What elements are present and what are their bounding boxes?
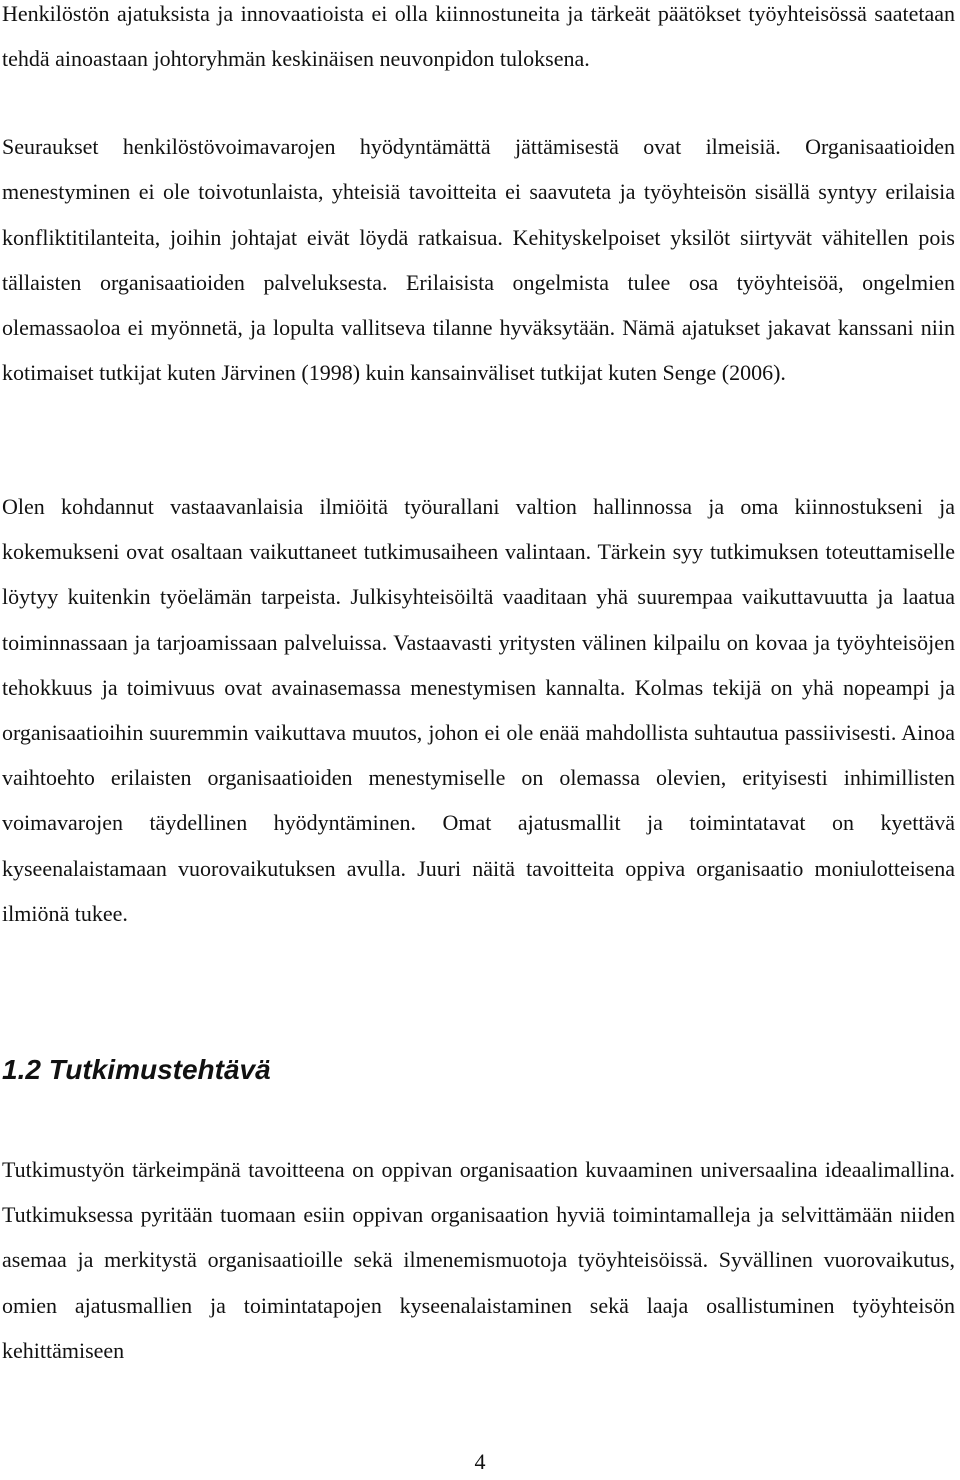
paragraph-2: Seuraukset henkilöstövoimavarojen hyödyntämättä jättämisestä ovat ilmeisiä. Organisaatioiden menestyminen ei ole toivotunlaista, yhteisiä tavoitteita ei saavuteta ja työyhteisön sisällä syntyy erilaisia konfliktitilanteita, joihin johtajat eivät löydä ratkaisua. Kehityskelpoiset yksilöt siirtyvät vähitellen pois tällaisten organisaatioiden palveluksesta. Erilaisista ongelmista tulee osa työyhteisöä, ongelmien olemassaoloa ei myönnetä, ja lopulta vallitseva tilanne hyväksytään. Nämä ajatukset jakavat kanssani niin kotimaiset tutkijat kuten Järvinen (1998) kuin kansainväliset tutkijat kuten Senge (2006). [2,134,955,386]
paragraph-1: Henkilöstön ajatuksista ja innovaatioista ei olla kiinnostuneita ja tärkeät päätökset työyhteisössä saatetaan tehdä ainoastaan johtoryhmän keskinäisen neuvonpidon tuloksena. [2,1,955,71]
page-number: 4 [474,1449,486,1474]
section-heading: 1.2 Tutkimustehtävä [2,1054,271,1085]
paragraph-3: Olen kohdannut vastaavanlaisia ilmiöitä työurallani valtion hallinnossa ja oma kiinnostukseni ja kokemukseni ovat osaltaan vaikuttaneet tutkimusaiheen valintaan. Tärkein syy tutkimuksen toteuttamiselle löytyy kuitenkin työelämän tarpeista. Julkisyhteisöiltä vaaditaan yhä suurempaa vaikuttavuutta ja laatua toiminnassaan ja tarjoamissaan palveluissa. Vastaavasti yritysten välinen kilpailu on kovaa ja työyhteisöjen tehokkuus ja toimivuus ovat avainasemassa menestymisen kannalta. Kolmas tekijä on yhä nopeampi ja organisaatioihin suuremmin vaikuttava muutos, johon ei ole enää mahdollista suhtautua passiivisesti. Ainoa vaihtoehto erilaisten organisaatioiden menestymiselle on olemassa olevien, erityisesti inhimillisten voimavarojen täydellinen hyödyntäminen. Omat ajatusmallit ja toimintatavat on kyettävä kyseenalaistamaan vuorovaikutuksen avulla. Juuri näitä tavoitteita oppiva organisaatio moniulotteisena ilmiönä tukee. [2,494,955,926]
paragraph-4: Tutkimustyön tärkeimpänä tavoitteena on oppivan organisaation kuvaaminen universaalina ideaalimallina. Tutkimuksessa pyritään tuomaan esiin oppivan organisaation hyviä toimintamalleja ja selvittämään niiden asemaa ja merkitystä organisaatioille sekä ilmenemismuotoja työyhteisöissä. Syvällinen vuorovaikutus, omien ajatusmallien ja toimintatapojen kyseenalaistaminen sekä laaja osallistuminen työyhteisön kehittämiseen [2,1157,955,1363]
